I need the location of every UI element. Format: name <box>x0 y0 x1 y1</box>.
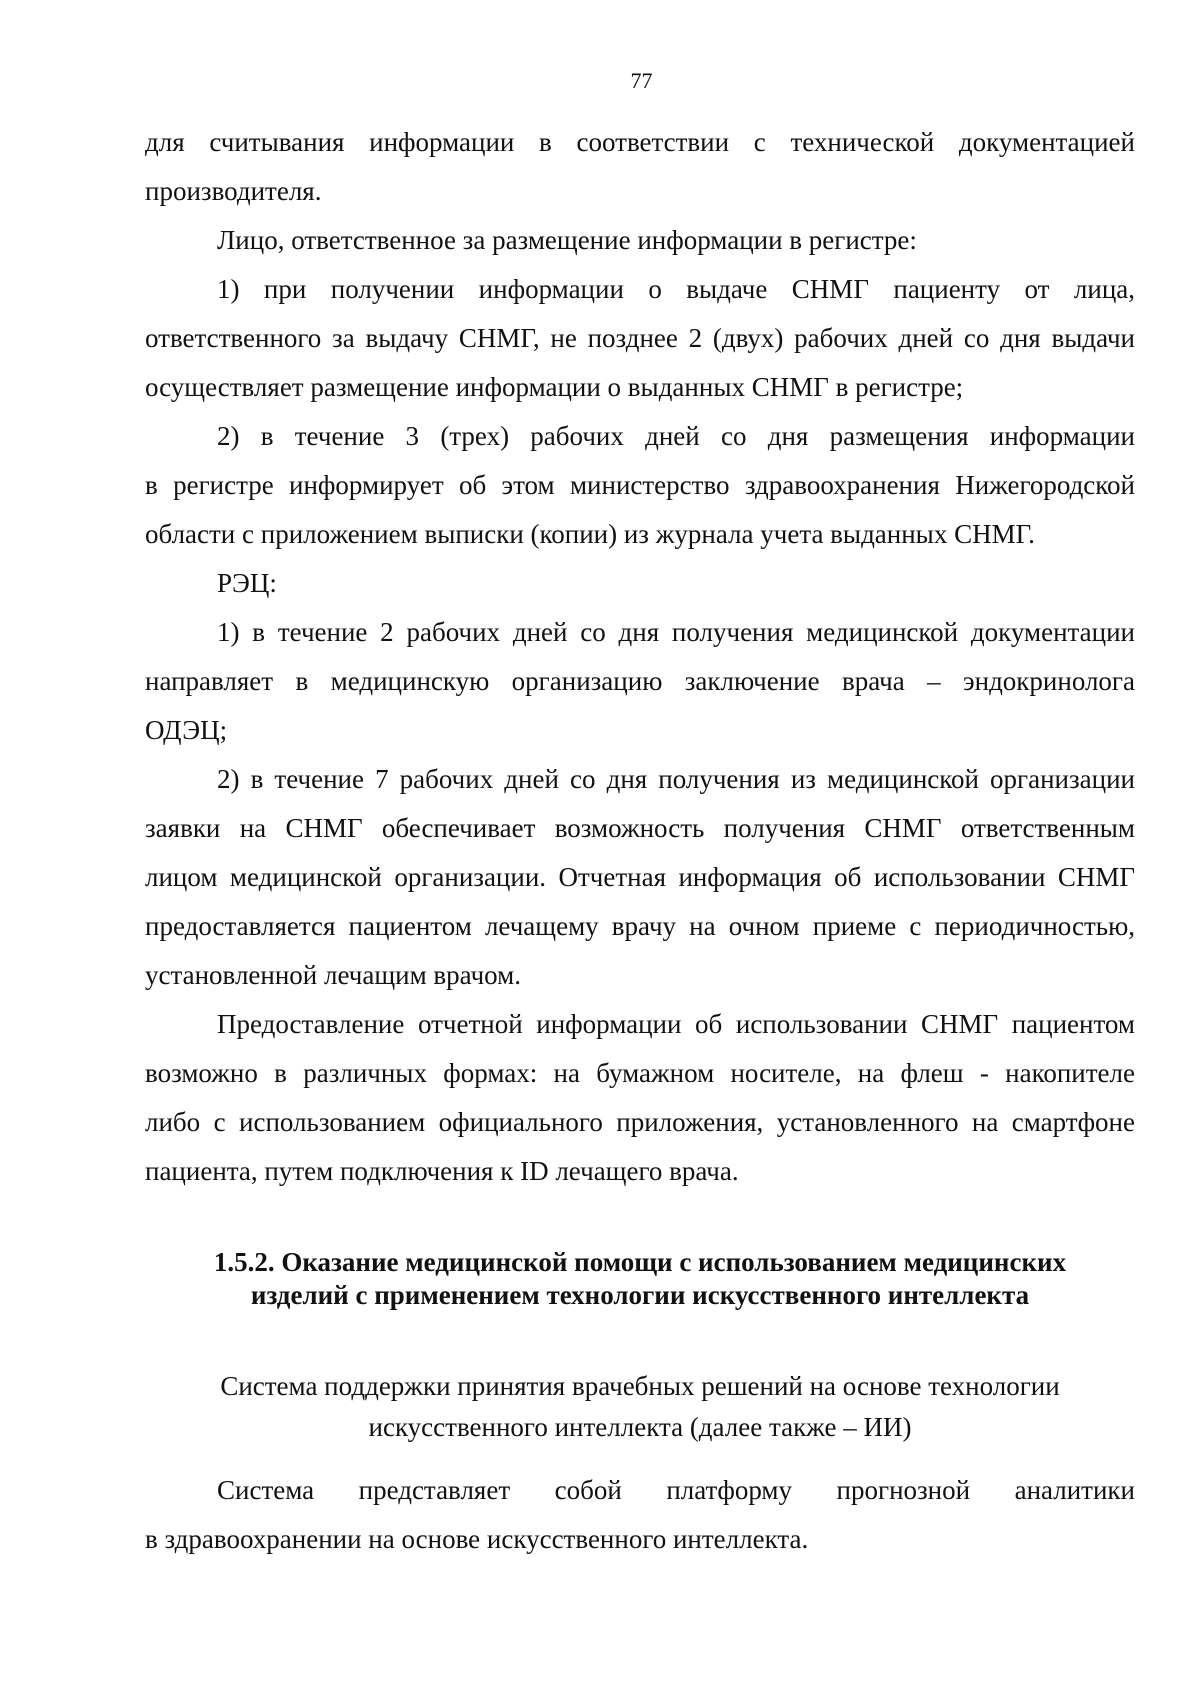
paragraph-line: 2) в течение 7 рабочих дней со дня получения из медицинской организации <box>217 764 1135 794</box>
paragraph-line: Предоставление отчетной информации об использовании СНМГ пациентом <box>217 1009 1135 1039</box>
paragraph-8 <box>145 1000 1135 1196</box>
section-heading <box>145 1246 1135 1312</box>
paragraph-1 <box>145 118 1135 216</box>
paragraph-line: Лицо, ответственное за размещение информации в регистре: <box>217 225 917 255</box>
paragraph-5 <box>145 559 1135 608</box>
section-heading-line: 1.5.2. Оказание медицинской помощи с использованием медицинских <box>213 1247 1067 1277</box>
paragraph-line: либо с использованием официального приложения, установленного на смартфоне <box>145 1107 1135 1137</box>
paragraph-7 <box>145 755 1135 1000</box>
paragraph-line: установленной лечащим врачом. <box>145 960 521 990</box>
paragraph-line: ответственного за выдачу СНМГ, не позднее 2 (двух) рабочих дней со дня выдачи <box>145 323 1135 353</box>
paragraph-line: заявки на СНМГ обеспечивает возможность получения СНМГ ответственным <box>145 813 1135 843</box>
paragraph-line: области с приложением выписки (копии) из журнала учета выданных СНМГ. <box>145 519 1035 549</box>
paragraph-line: осуществляет размещение информации о выданных СНМГ в регистре; <box>145 372 964 402</box>
paragraph-line: пациента, путем подключения к ID лечащего врача. <box>145 1156 739 1186</box>
paragraph-line: в здравоохранении на основе искусственного интеллекта. <box>145 1524 809 1554</box>
paragraph-line: РЭЦ: <box>217 568 277 598</box>
paragraph-line: в регистре информирует об этом министерство здравоохранения Нижегородской <box>145 470 1135 500</box>
sub-heading <box>145 1366 1135 1448</box>
paragraph-line: лицом медицинской организации. Отчетная информация об использовании СНМГ <box>145 862 1135 892</box>
paragraph-line: ОДЭЦ; <box>145 715 228 745</box>
section-heading-line: изделий с применением технологии искусственного интеллекта <box>250 1280 1030 1310</box>
document-body <box>145 118 1135 1564</box>
paragraph-6 <box>145 608 1135 755</box>
paragraph-3 <box>145 265 1135 412</box>
paragraph-line: возможно в различных формах: на бумажном носителе, на флеш - накопителе <box>145 1058 1135 1088</box>
page-number: 77 <box>630 68 653 93</box>
paragraph-line: производителя. <box>145 176 322 206</box>
paragraph-line: 1) в течение 2 рабочих дней со дня получения медицинской документации <box>217 617 1135 647</box>
paragraph-4 <box>145 412 1135 559</box>
paragraph-line: для считывания информации в соответствии с технической документацией <box>145 127 1135 157</box>
paragraph-final <box>145 1466 1135 1564</box>
paragraph-line: предоставляется пациентом лечащему врачу на очном приеме с периодичностью, <box>145 911 1135 941</box>
sub-heading-line: искусственного интеллекта (далее также – ИИ) <box>368 1412 912 1442</box>
sub-heading-line: Система поддержки принятия врачебных решений на основе технологии <box>220 1371 1060 1401</box>
paragraph-line: 1) при получении информации о выдаче СНМГ пациенту от лица, <box>217 274 1135 304</box>
paragraph-line: Система представляет собой платформу прогнозной аналитики <box>217 1475 1135 1505</box>
paragraph-line: 2) в течение 3 (трех) рабочих дней со дня размещения информации <box>217 421 1135 451</box>
paragraph-line: направляет в медицинскую организацию заключение врача – эндокринолога <box>145 666 1135 696</box>
paragraph-2 <box>145 216 1135 265</box>
